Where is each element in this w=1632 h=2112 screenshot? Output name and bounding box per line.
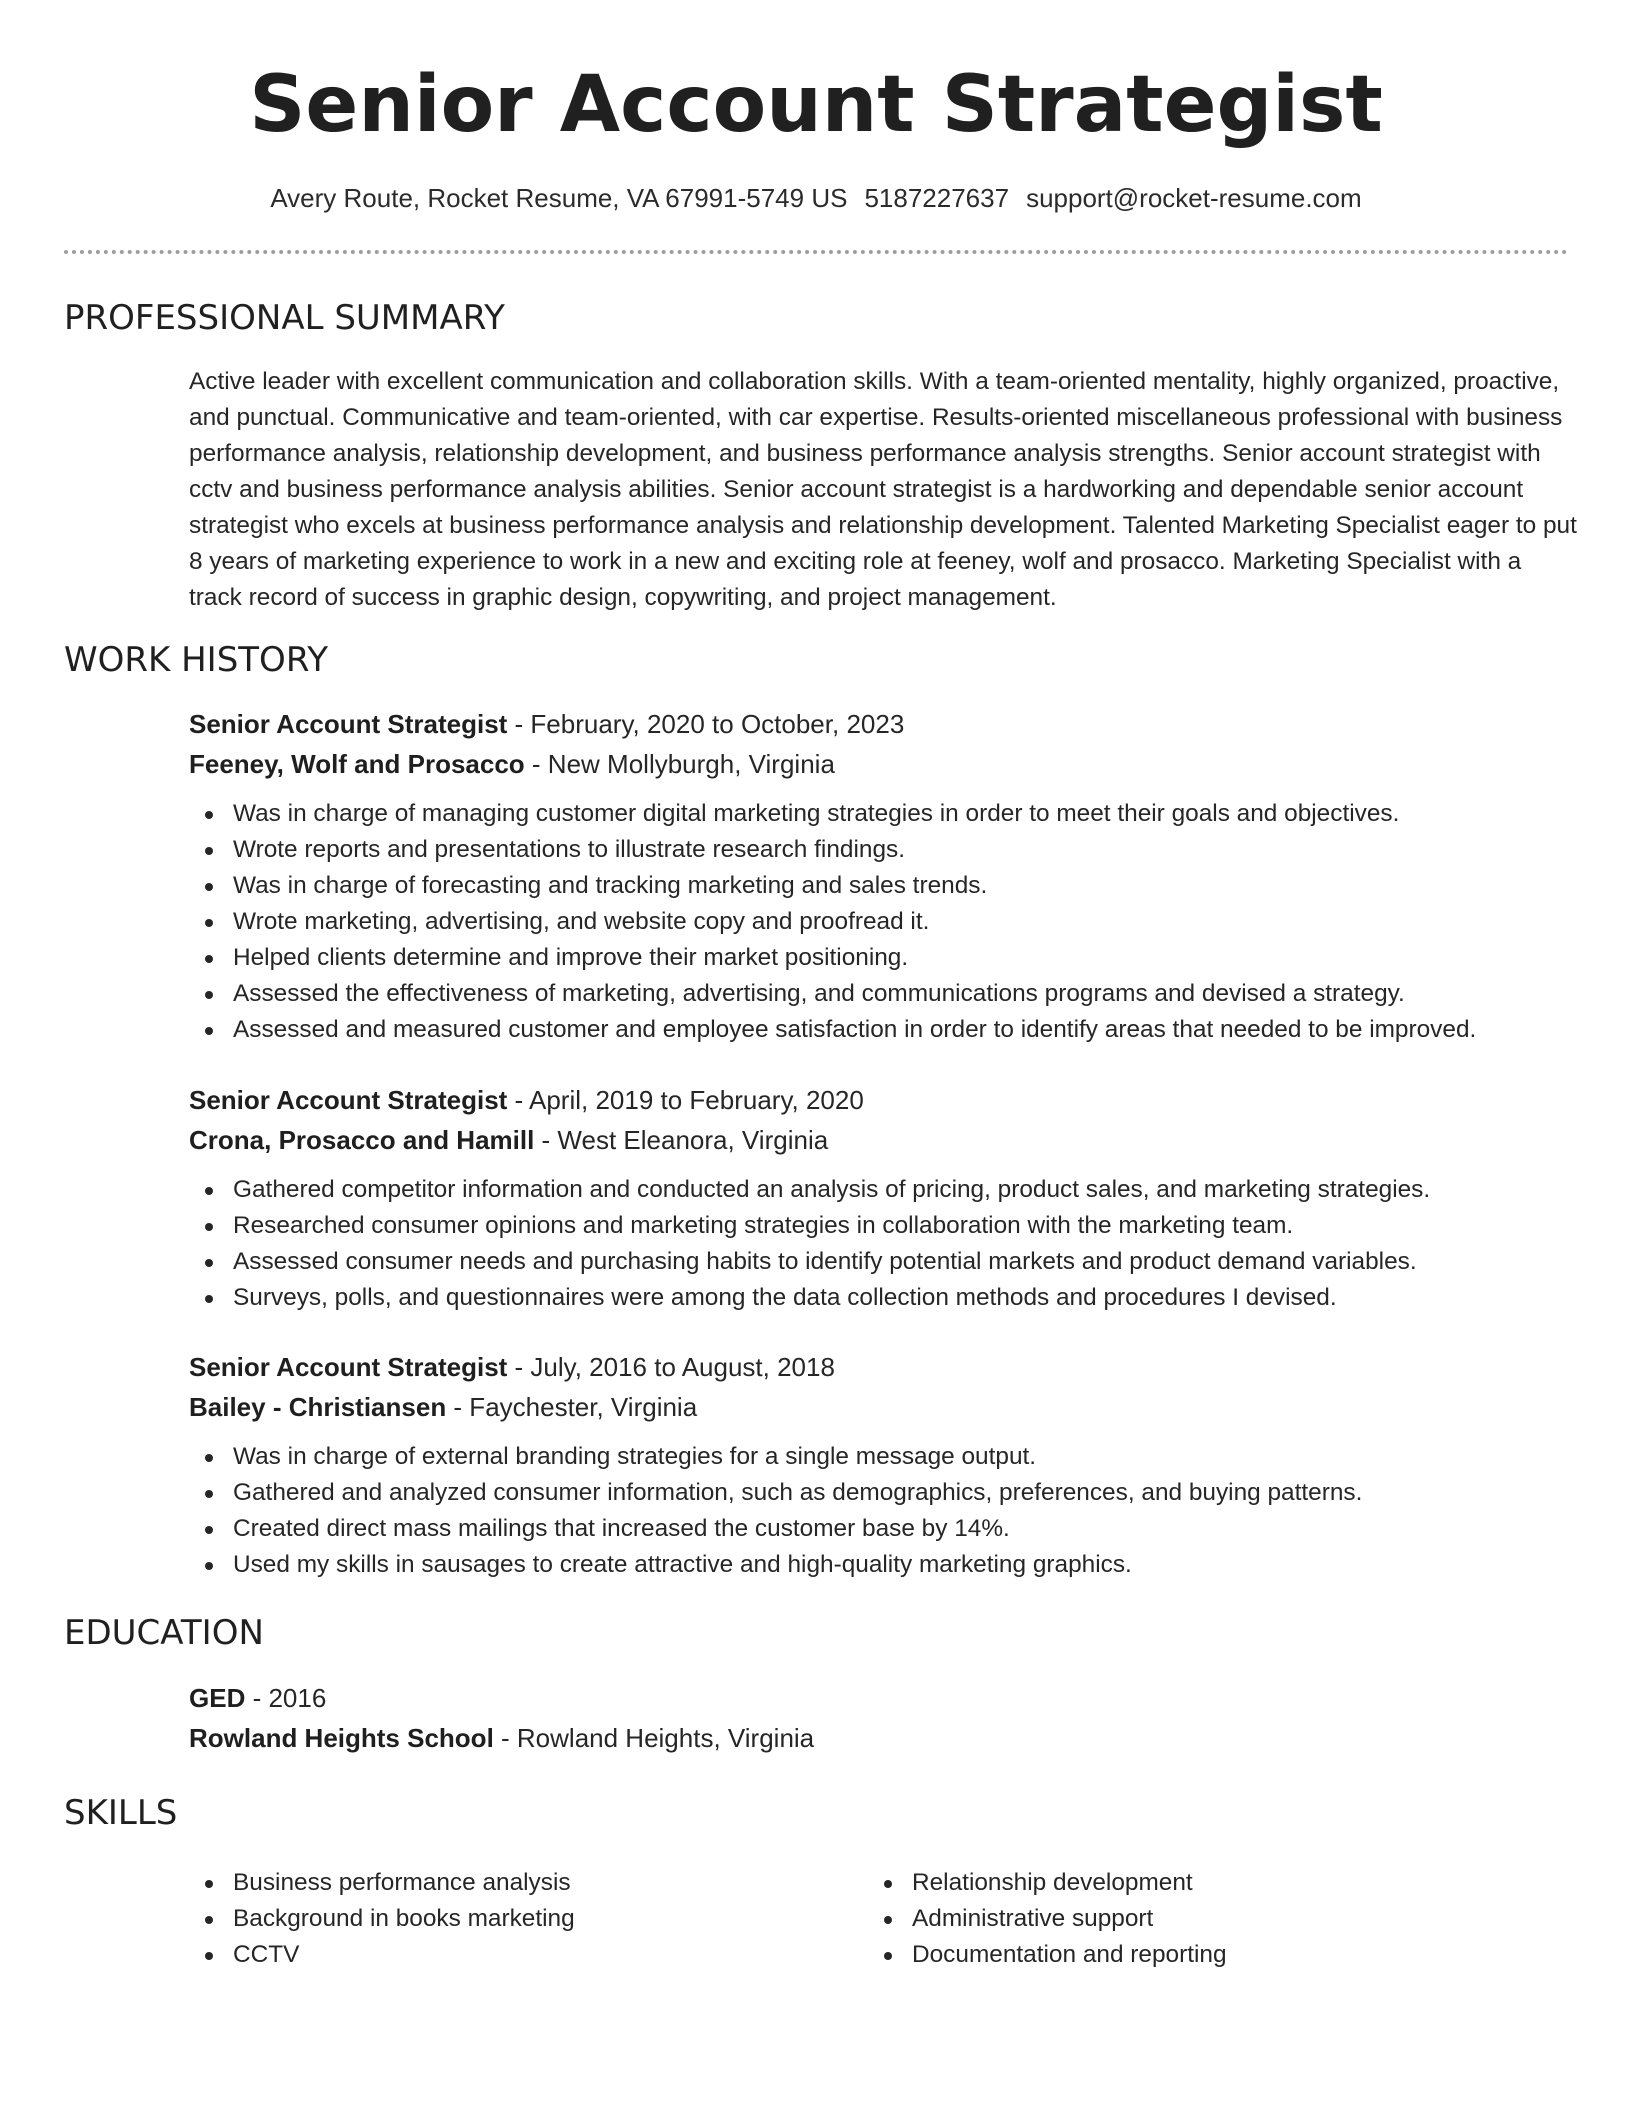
list-item: Surveys, polls, and questionnaires were among the data collection methods and procedures I devised. xyxy=(189,1280,1579,1316)
list-item: Wrote reports and presentations to illustrate research findings. xyxy=(189,832,1579,868)
job-location: - New Mollyburgh, Virginia xyxy=(524,749,835,779)
job-bullets xyxy=(189,796,1579,1048)
education-entry xyxy=(189,1678,1579,1758)
list-item: Wrote marketing, advertising, and website copy and proofread it. xyxy=(189,904,1579,940)
job-title-line xyxy=(189,1080,1579,1120)
job-company-line xyxy=(189,1387,1579,1427)
education-school: Rowland Heights School xyxy=(189,1723,494,1753)
job-entry xyxy=(189,1347,1579,1583)
list-item: Assessed the effectiveness of marketing, advertising, and communications programs and devised a strategy. xyxy=(189,976,1579,1012)
contact-address: Avery Route, Rocket Resume, VA 67991-5749 US xyxy=(270,183,848,213)
skill-item: CCTV xyxy=(189,1937,575,1973)
list-item: Used my skills in sausages to create attractive and high-quality marketing graphics. xyxy=(189,1547,1579,1583)
section-title-education: EDUCATION xyxy=(64,1613,264,1653)
contact-info xyxy=(0,180,1632,216)
job-company: Feeney, Wolf and Prosacco xyxy=(189,749,525,779)
section-title-summary: PROFESSIONAL SUMMARY xyxy=(64,298,505,338)
job-dates: - April, 2019 to February, 2020 xyxy=(507,1085,864,1115)
education-degree: GED xyxy=(189,1683,246,1713)
contact-phone: 5187227637 xyxy=(864,183,1010,213)
job-title: Senior Account Strategist xyxy=(189,1352,508,1382)
skill-item: Background in books marketing xyxy=(189,1901,575,1937)
job-entry xyxy=(189,1080,1579,1316)
skill-item: Business performance analysis xyxy=(189,1865,575,1901)
job-company: Crona, Prosacco and Hamill xyxy=(189,1125,535,1155)
list-item: Created direct mass mailings that increased the customer base by 14%. xyxy=(189,1511,1579,1547)
skill-item: Administrative support xyxy=(868,1901,1227,1937)
job-company: Bailey - Christiansen xyxy=(189,1392,447,1422)
education-school-line xyxy=(189,1718,1579,1758)
education-degree-line xyxy=(189,1678,1579,1718)
summary-text: Active leader with excellent communication and collaboration skills. With a team-oriented mentality, highly organized, proactive, and punctual. Communicative and team-oriented, with car expertise. Results-oriented miscellaneous professional with business performance analysis, relationship development, and business performance analysis strengths. Senior account strategist with cctv and business performance analysis abilities. Senior account strategist is a hardworking and dependable senior account strategist who excels at business performance analysis and relationship development. Talented Marketing Specialist eager to put 8 years of marketing experience to work in a new and exciting role at feeney, wolf and prosacco. Marketing Specialist with a track record of success in graphic design, copywriting, and project management. xyxy=(189,368,1577,611)
job-title-line xyxy=(189,1347,1579,1387)
section-title-skills: SKILLS xyxy=(64,1793,178,1833)
section-title-work-history: WORK HISTORY xyxy=(64,640,329,680)
job-location: - West Eleanora, Virginia xyxy=(534,1125,829,1155)
list-item: Gathered and analyzed consumer information, such as demographics, preferences, and buying patterns. xyxy=(189,1475,1579,1511)
job-location: - Faychester, Virginia xyxy=(446,1392,698,1422)
skill-item: Documentation and reporting xyxy=(868,1937,1227,1973)
job-title-line xyxy=(189,704,1579,744)
job-title: Senior Account Strategist xyxy=(189,1085,508,1115)
skills-column-left xyxy=(189,1865,575,1973)
education-location: - Rowland Heights, Virginia xyxy=(493,1723,815,1753)
resume-name: Senior Account Strategist xyxy=(249,60,1383,150)
header-divider xyxy=(64,250,1568,254)
education-year: - 2016 xyxy=(245,1683,327,1713)
list-item: Was in charge of managing customer digital marketing strategies in order to meet their goals and objectives. xyxy=(189,796,1579,832)
job-bullets xyxy=(189,1439,1579,1583)
job-dates: - February, 2020 to October, 2023 xyxy=(507,709,905,739)
job-dates: - July, 2016 to August, 2018 xyxy=(507,1352,835,1382)
list-item: Helped clients determine and improve their market positioning. xyxy=(189,940,1579,976)
list-item: Was in charge of forecasting and tracking marketing and sales trends. xyxy=(189,868,1579,904)
job-entry xyxy=(189,704,1579,1048)
list-item: Researched consumer opinions and marketing strategies in collaboration with the marketing team. xyxy=(189,1208,1579,1244)
job-bullets xyxy=(189,1172,1579,1316)
job-company-line xyxy=(189,744,1579,784)
list-item: Was in charge of external branding strategies for a single message output. xyxy=(189,1439,1579,1475)
skill-item: Relationship development xyxy=(868,1865,1227,1901)
skills-column-right xyxy=(868,1865,1227,1973)
contact-email: support@rocket-resume.com xyxy=(1026,183,1362,213)
list-item: Assessed consumer needs and purchasing habits to identify potential markets and product demand variables. xyxy=(189,1244,1579,1280)
job-company-line xyxy=(189,1120,1579,1160)
job-title: Senior Account Strategist xyxy=(189,709,508,739)
list-item: Assessed and measured customer and employee satisfaction in order to identify areas that needed to be improved. xyxy=(189,1012,1579,1048)
list-item: Gathered competitor information and conducted an analysis of pricing, product sales, and marketing strategies. xyxy=(189,1172,1579,1208)
